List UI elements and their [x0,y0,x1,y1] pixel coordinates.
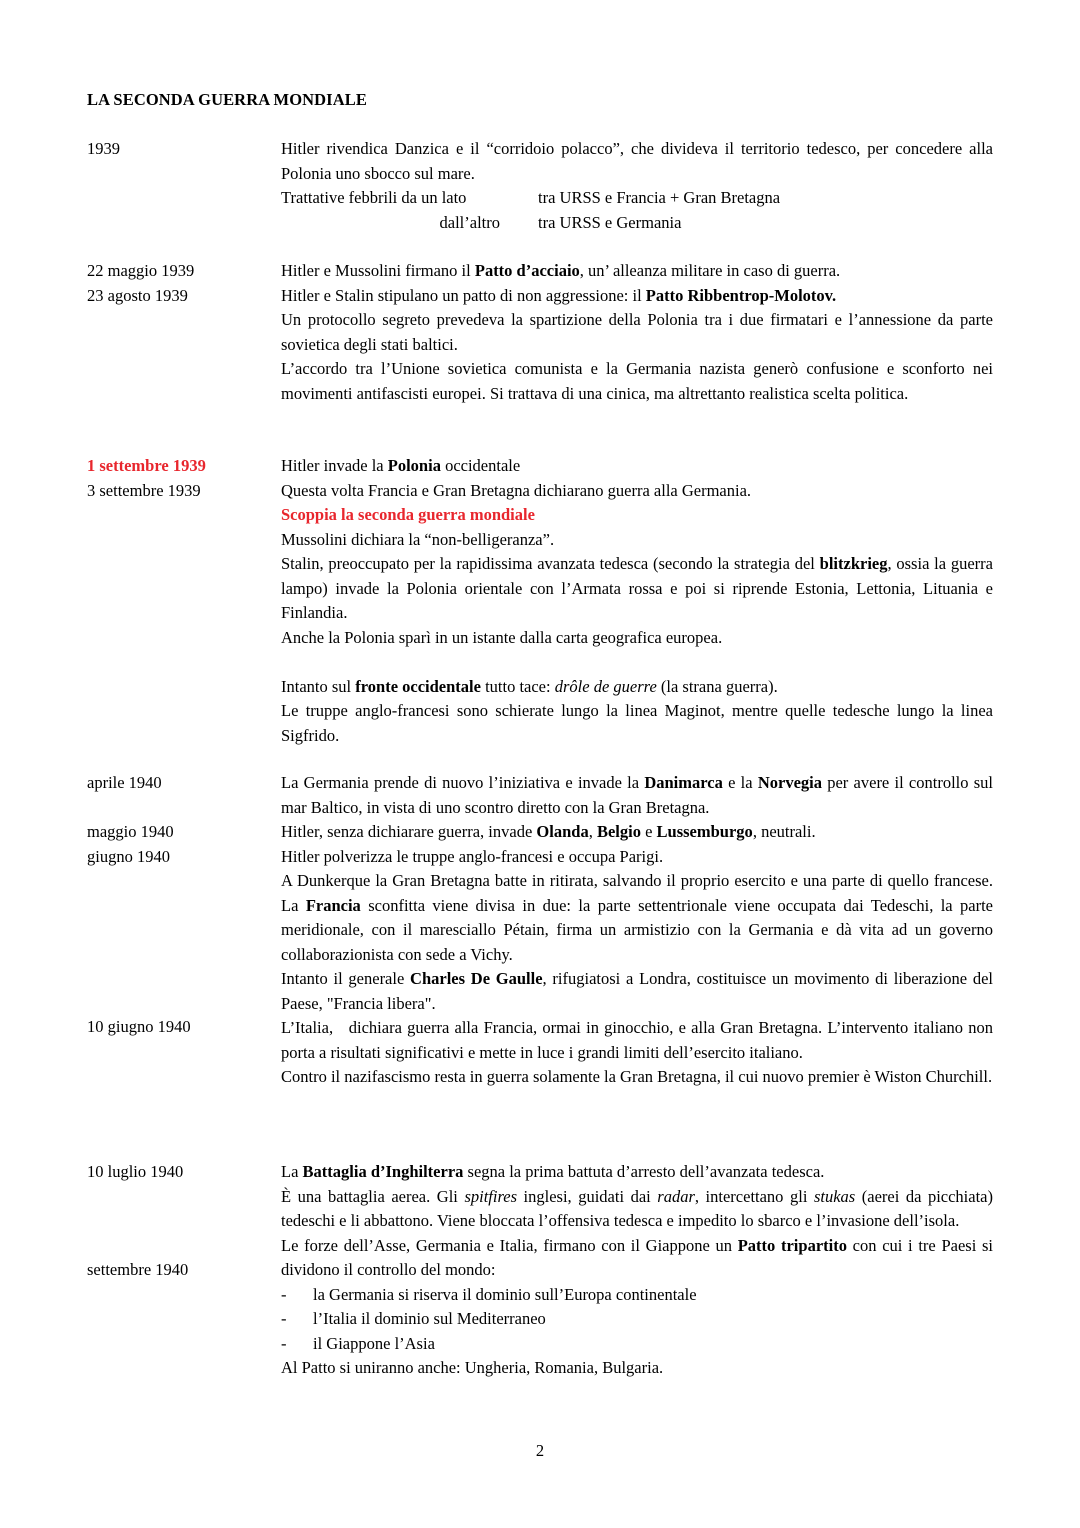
paragraph: L’Italia, dichiara guerra alla Francia, ormai in ginocchio, e alla Gran Bretagna. L’intervento italiano non porta a risultati significativi e mette in luce i grandi limiti dell’esercito italiano. [281,1018,998,1062]
paragraph: Hitler invade la Polonia occidentale [281,456,521,475]
paragraph: Hitler rivendica Danzica e il “corridoio polacco”, che divideva il territorio tedesco, per concedere alla Polonia uno sbocco sul mare. [281,139,993,183]
paragraph: Stalin, preoccupato per la rapidissima avanzata tedesca (secondo la strategia del blitzkrieg, ossia la guerra lampo) invade la Polonia orientale con l’Armata rossa e poi si riprende Estonia, Lettonia, Lituania e Finlandia. [281,554,993,622]
date-aprile-1940: aprile 1940 [87,773,162,792]
date-23-agosto-1939: 23 agosto 1939 [87,285,188,305]
negotiation-value: tra URSS e Francia + Gran Bretagna [538,188,781,207]
paragraph: Intanto il generale Charles De Gaulle, rifugiatosi a Londra, costituisce un movimento di liberazione del Paese, "Francia libera". [281,969,993,1013]
list-item: - l’Italia il dominio sul Mediterraneo [281,1309,546,1328]
date-1939: 1939 [87,139,120,158]
negotiation-row [281,211,993,236]
war-outbreak-heading: Scoppia la seconda guerra mondiale [281,505,535,524]
date-maggio-1940: maggio 1940 [87,822,174,841]
negotiation-value: tra URSS e Germania [538,212,682,232]
paragraph: Intanto sul fronte occidentale tutto tace: drôle de guerre (la strana guerra). [281,676,778,696]
paragraph: Contro il nazifascismo resta in guerra solamente la Gran Bretagna, il cui nuovo premier è Wiston Churchill. [281,1067,993,1086]
date-giugno-1940: giugno 1940 [87,846,170,866]
paragraph: Mussolini dichiara la “non-belligeranza”. [281,529,555,549]
date-22-maggio-1939: 22 maggio 1939 [87,261,195,280]
paragraph: Le forze dell’Asse, Germania e Italia, firmano con il Giappone un Patto tripartito con cui i tre Paesi si dividono il controllo del mondo: [281,1235,993,1279]
paragraph: Un protocollo segreto prevedeva la spartizione della Polonia tra i due firmatari e l’annessione da parte sovietica degli stati baltici. [281,310,993,354]
paragraph: Hitler, senza dichiarare guerra, invade Olanda, Belgio e Lussemburgo, neutrali. [281,822,816,841]
date-3-settembre-1939: 3 settembre 1939 [87,480,201,500]
entry-sep-1939 [281,454,993,748]
paragraph: L’accordo tra l’Unione sovietica comunista e la Germania nazista generò confusione e sconforto nei movimenti antifascisti europei. Si trattava di una cinica, ma altrettanto realistica scelta politica. [281,359,993,403]
paragraph: Al Patto si uniranno anche: Ungheria, Romania, Bulgaria. [281,1358,664,1377]
paragraph: Hitler e Stalin stipulano un patto di non aggressione: il Patto Ribbentrop-Molotov. [281,285,837,305]
paragraph: Questa volta Francia e Gran Bretagna dichiarano guerra alla Germania. [281,480,752,500]
paragraph: Anche la Polonia sparì in un istante dalla carta geografica europea. [281,627,723,647]
entry-may-aug-1939 [281,259,993,406]
list-item: - il Giappone l’Asia [281,1333,435,1353]
page-title: LA SECONDA GUERRA MONDIALE [87,90,367,109]
date-settembre-1940: settembre 1940 [87,1260,189,1279]
paragraph: Le truppe anglo-francesi sono schierate lungo la linea Maginot, mentre quelle tedesche lungo la linea Sigfrido. [281,701,993,745]
negotiation-row [281,186,993,211]
paragraph: A Dunkerque la Gran Bretagna batte in ritirata, salvando il proprio esercito e una parte di quello francese. La Francia sconfitta viene divisa in due: la parte settentrionale viene occupata dai Tedeschi, la parte meridionale, con il maresciallo Pétain, firma un armistizio con la Germania e dà vita ad un governo collaborazionista con sede a Vichy. [281,871,993,964]
date-10-luglio-1940: 10 luglio 1940 [87,1162,184,1181]
entry-1940 [281,771,998,1090]
entry-1939 [281,137,993,235]
entry-jul-sep-1940 [281,1160,993,1381]
paragraph: Hitler e Mussolini firmano il Patto d’acciaio, un’ alleanza militare in caso di guerra. [281,261,841,280]
negotiation-label: Trattative febbrili da un lato [281,188,467,207]
date-1-settembre-1939: 1 settembre 1939 [87,456,206,475]
paragraph: La Battaglia d’Inghilterra segna la prima battuta d’arresto dell’avanzata tedesca. [281,1162,825,1181]
paragraph: La Germania prende di nuovo l’iniziativa e invade la Danimarca e la Norvegia per avere il controllo sul mar Baltico, in vista di uno scontro diretto con la Gran Bretagna. [281,773,993,817]
page-number: 2 [535,1441,545,1460]
paragraph: È una battaglia aerea. Gli spitfires inglesi, guidati dai radar, intercettano gli stukas (aerei da picchiata) tedeschi e li abbattono. Viene bloccata l’offensiva tedesca e impedito lo sbarco e l’invasione dell’isola. [281,1186,993,1230]
date-10-giugno-1940: 10 giugno 1940 [87,1017,191,1036]
negotiation-label: dall’altro [439,212,500,232]
spacer [281,650,993,675]
list-item: - la Germania si riserva il dominio sull’Europa continentale [281,1284,697,1304]
paragraph: Hitler polverizza le truppe anglo-francesi e occupa Parigi. [281,846,664,866]
